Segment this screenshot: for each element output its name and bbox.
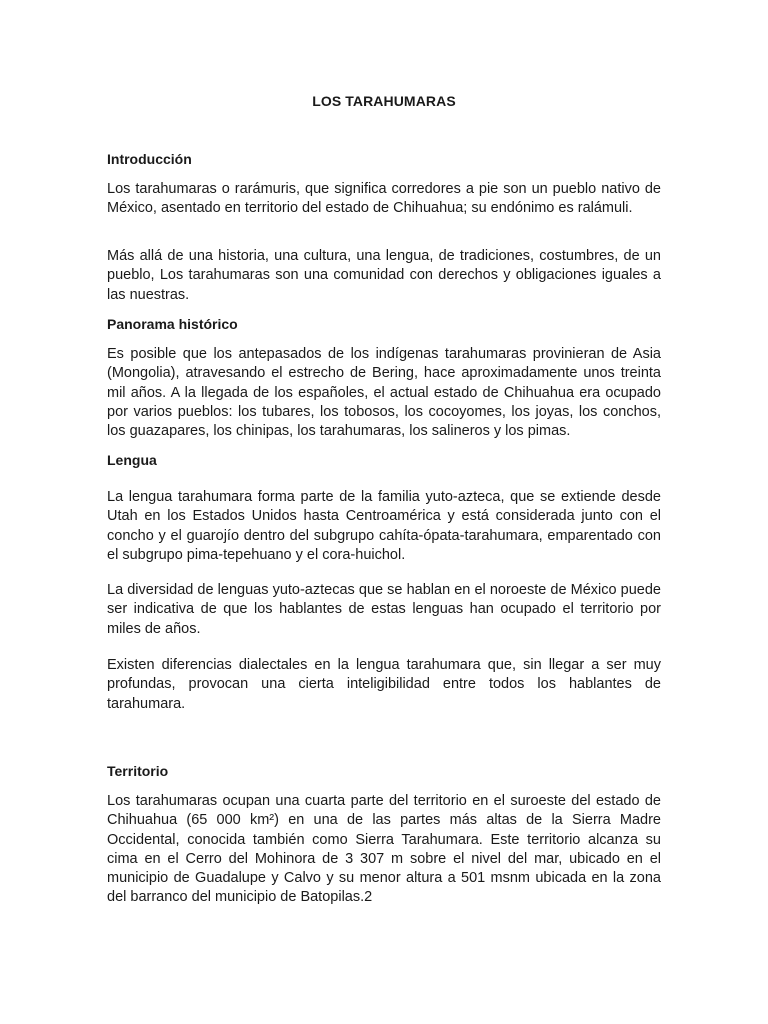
paragraph-territorio-1: Los tarahumaras ocupan una cuarta parte del territorio en el suroeste del estado de Chihuahua (65 000 km²) en una de las partes más altas de la Sierra Madre Occidental, conocida también como Sierra Tarahumara. Este territorio alcanza su cima en el Cerro del Mohinora de 3 307 m sobre el nivel del mar, ubicado en el municipio de Guadalupe y Calvo y su menor altura a 501 msnm ubicada en la zona del barranco del municipio de Batopilas.2 bbox=[107, 793, 661, 906]
paragraph-panorama-1: Es posible que los antepasados de los indígenas tarahumaras provinieran de Asia (Mongolia), atravesando el estrecho de Bering, hace aproximadamente unos treinta mil años. A la llegada de los españoles, el actual estado de Chihuahua era ocupado por varios pueblos: los tubares, los tobosos, los cocoyomes, los joyas, los conchos, los guazapares, los chinipas, los tarahumaras, los salineros y los pimas. bbox=[107, 346, 661, 440]
heading-territorio: Territorio bbox=[107, 763, 169, 779]
paragraph-lengua-2: La diversidad de lenguas yuto-aztecas que se hablan en el noroeste de México puede ser indicativa de que los hablantes de estas lenguas han ocupado el territorio por miles de años. bbox=[107, 582, 661, 637]
paragraph-introduccion-1: Los tarahumaras o rarámuris, que significa corredores a pie son un pueblo nativo de México, asentado en territorio del estado de Chihuahua; su endónimo es ralámuli. bbox=[107, 181, 661, 217]
document-title: LOS TARAHUMARAS bbox=[312, 93, 456, 109]
heading-lengua: Lengua bbox=[107, 452, 157, 468]
paragraph-lengua-3: Existen diferencias dialectales en la lengua tarahumara que, sin llegar a ser muy profundas, provocan una cierta inteligibilidad entre todos los hablantes de tarahumara. bbox=[107, 657, 661, 712]
paragraph-introduccion-2: Más allá de una historia, una cultura, una lengua, de tradiciones, costumbres, de un pueblo, Los tarahumaras son una comunidad con derechos y obligaciones iguales a las nuestras. bbox=[107, 248, 661, 303]
heading-panorama-historico: Panorama histórico bbox=[107, 316, 238, 332]
paragraph-lengua-1: La lengua tarahumara forma parte de la familia yuto-azteca, que se extiende desde Utah en los Estados Unidos hasta Centroamérica y está considerada junto con el concho y el guarojío dentro del subgrupo cahíta-ópata-tarahumara, emparentado con el subgrupo pima-tepehuano y el cora-huichol. bbox=[107, 489, 661, 563]
heading-introduccion: Introducción bbox=[107, 151, 192, 167]
